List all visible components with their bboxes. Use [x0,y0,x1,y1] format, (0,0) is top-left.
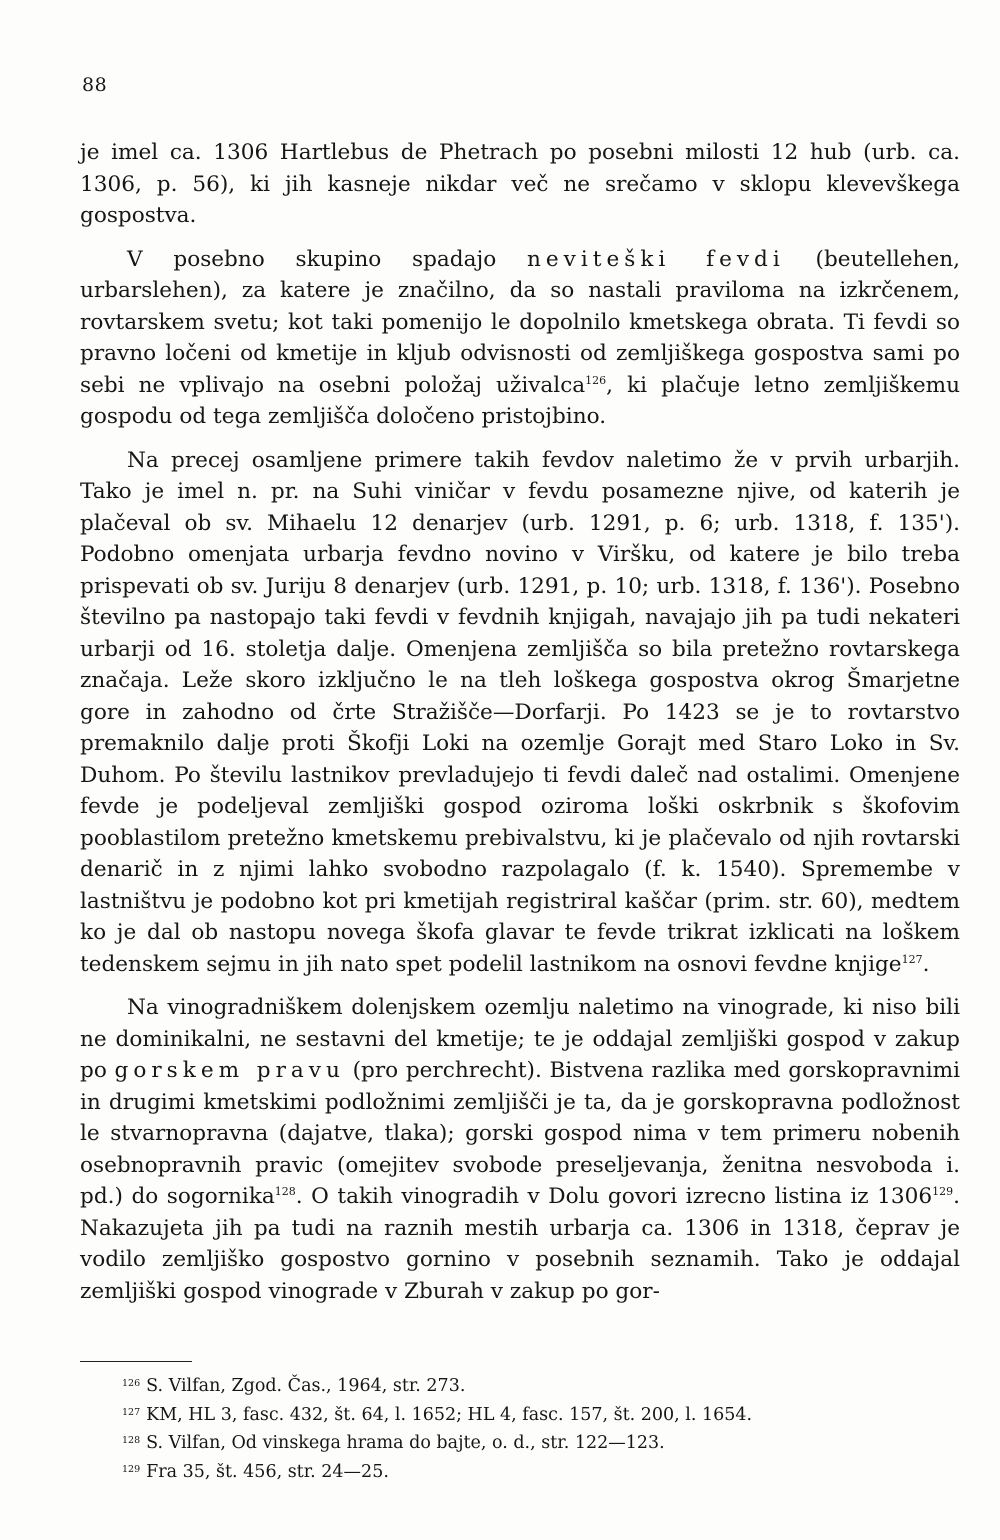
footnote-item [122,1457,962,1486]
footnote-number: 127 [122,1406,141,1418]
footnote-text: KM, HL 3, fasc. 432, št. 64, l. 1652; HL 4, fasc. 157, št. 200, l. 1654. [146,1404,753,1425]
footnote-item [122,1428,962,1457]
footnote-text: S. Vilfan, Zgod. Čas., 1964, str. 273. [146,1376,466,1396]
paragraph-3-text-b: . [922,951,930,977]
paragraph-2-text-b: (beutellehen, urbarslehen), za katere je značilno, da so nastali praviloma na izkrčenem, rovtarskem svetu; kot taki pomenijo le dopolnilo kmetskega obrata. Ti fevdi so pravno ločeni od kmetije in kljub odvisnosti od zemljiškega gospostva sami po sebi ne vplivajo na osebni položaj uživalca [80,246,960,398]
footnote-ref-127: 127 [901,952,923,966]
footnote-text: Fra 35, št. 456, str. 24—25. [146,1461,389,1482]
paragraph-2 [80,244,960,433]
paragraph-4-text-a: Na vinogradniškem dolenjskem ozemlju naletimo na vinograde, ki niso bili ne dominikalni, ne sestavni del kmetije; te je oddajal zemljiški gospod v zakup po [80,995,960,1083]
footnote-separator [80,1361,192,1362]
paragraph-4-text-b: (pro perchrecht). Bistvena razlika med gorskopravnimi in drugimi kmetskimi podložnimi zemljišči je ta, da je gorskopravna podložnost le stvarnopravna (dajatve, tlaka); gorski gospod nima v tem primeru nobenih osebnopravnih pravic (omejitev svobode preseljevanja, ženitna nesvoboda i. pd.) do sogornika [80,1058,960,1209]
paragraph-4-text-d: . Nakazujeta jih pa tudi na raznih mestih urbarja ca. 1306 in 1318, čeprav je vodilo zemljiško gospostvo gornino v posebnih seznamih. Tako je oddajal zemljiški gospod vinograde v Zburah v zakup po gor- [80,1184,960,1304]
footnote-ref-128: 128 [274,1185,296,1198]
footnote-ref-129: 129 [932,1185,954,1198]
paragraph-3 [80,445,960,981]
paragraph-2-text-c: , ki plačuje letno zemljiškemu gospodu od tega zemljišča določeno pristojbino. [80,372,960,429]
footnote-number: 126 [122,1378,141,1389]
paragraph-4-text-c: . O takih vinogradih v Dolu govori izrecno listina iz 1306 [295,1184,933,1209]
footnote-ref-126: 126 [585,373,607,387]
footnote-number: 128 [122,1435,141,1446]
paragraph-3-text-a: Na precej osamljene primere takih fevdov naletimo že v prvih urbarjih. Tako je imel n. pr. na Suhi viničar v fevdu posamezne njive, od katerih je plačeval ob sv. Mihaelu 12 denarjev (urb. 1291, p. 6; urb. 1318, f. 135'). Podobno omenjata urbarja fevdno novino v Viršku, od katere je bilo treba prispevati ob sv. Juriju 8 denarjev (urb. 1291, p. 10; urb. 1318, f. 136'). Posebno številno pa nastopajo taki fevdi v fevdnih knjigah, navajajo jih pa tudi nekateri urbarji od 16. stoletja dalje. Omenjena zemljišča so bila pretežno rovtarskega značaja. Leže skoro izključno le na tleh loškega gospostva okrog Šmarjetne gore in zahodno od črte Stražišče—Dorfarji. Po 1423 se je to rovtarstvo premaknilo dalje proti Škofji Loki na ozemlje Gorajt med Staro Loko in Sv. Duhom. Po številu lastnikov prevladujejo ti fevdi daleč nad ostalimi. Omenjene fevde je podeljeval zemljiški gospod oziroma loški oskrbnik s škofovim pooblastilom pretežno kmetskemu prebivalstvu, ki je plačevalo od njih rovtarski denarič in z njimi lahko svobodno razpolagalo (f. k. 1540). Spremembe v lastništvu je podobno kot pri kmetijah registriral kaščar (prim. str. 60), medtem ko je dal ob nastopu novega škofa glavar te fevde trikrat izklicati na loškem tedenskem sejmu in jih nato spet podelil lastnikom na osnovi fevdne knjige [80,447,960,977]
footnote-number: 129 [122,1463,141,1475]
paragraph-1: je imel ca. 1306 Hartlebus de Phetrach po posebni milosti 12 hub (urb. ca. 1306, p. 56), ki jih kasneje nikdar več ne srečamo v sklopu klevevškega gospostva. [80,140,960,228]
paragraph-2-text-a: V posebno skupino spadajo [127,246,527,272]
footnote-item [122,1400,962,1429]
spaced-term-feudal: neviteški fevdi [526,246,785,272]
footnote-text: S. Vilfan, Od vinskega hrama do bajte, o. d., str. 122—123. [146,1433,665,1453]
footnotes [122,1371,962,1485]
page-number: 88 [82,74,108,96]
footnote-item [122,1371,962,1400]
body-text [80,137,960,1307]
spaced-term-mountain-law: gorskem pravu [114,1058,345,1083]
paragraph-4 [80,992,960,1307]
